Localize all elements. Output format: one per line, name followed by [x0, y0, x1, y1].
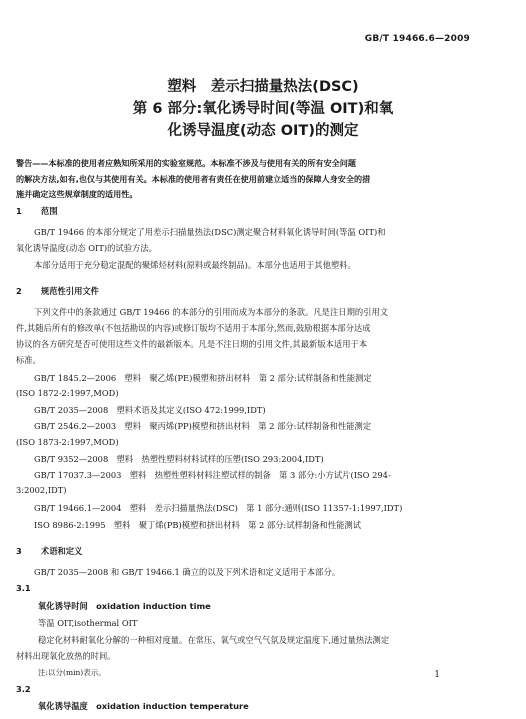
section-title: 术语和定义	[40, 546, 83, 556]
references-intro-line: 协议的各方研究是否可使用这些文件的最新版本。凡是不注日期的引用文件,其最新版本适用于本	[16, 339, 368, 349]
section-number: 3	[16, 546, 22, 556]
scope-paragraph-line: GB/T 19466 的本部分规定了用差示扫描量热法(DSC)测定聚合材料氧化诱导时间(等温 OIT)和	[34, 227, 386, 237]
reference-entry: GB/T 2546.2—2003 塑料 聚丙烯(PP)模塑和挤出材料 第 2 部分:试样制备和性能测定	[34, 421, 372, 431]
warning-line: 警告——本标准的使用者应熟知所采用的实验室规范。本标准不涉及与使用有关的所有安全问题	[16, 158, 356, 168]
title-line-1: 塑料 差示扫描量热法(DSC)	[167, 79, 359, 95]
terms-intro: GB/T 2035—2008 和 GB/T 19466.1 确立的以及下列术语和定义适用于本部分。	[34, 567, 341, 577]
scope-applicability: 本部分适用于充分稳定混配的聚烯烃材料(原料或最终制品)。本部分也适用于其他塑料。	[34, 260, 356, 270]
references-intro-line: 件,其随后所有的修改单(不包括勘误的内容)或修订版均不适用于本部分,然而,鼓励根据本部分达成	[16, 323, 371, 333]
section-number: 1	[16, 206, 22, 216]
reference-entry-continued: (ISO 1872-2:1997,MOD)	[16, 388, 119, 398]
term-number: 3.1	[16, 583, 31, 593]
reference-entry: ISO 8986-2:1995 塑料 聚丁烯(PB)模塑和挤出材料 第 2 部分:试样制备和性能测试	[34, 520, 362, 530]
term-oitemp-heading: 氧化诱导温度 oxidation induction temperature	[38, 701, 249, 711]
standard-code: GB/T 19466.6—2009	[364, 34, 470, 44]
reference-entry: GB/T 1845.2—2006 塑料 聚乙烯(PE)模塑和挤出材料 第 2 部分:试样制备和性能测定	[34, 373, 372, 383]
reference-entry: GB/T 9352—2008 塑料 热塑性塑料材料试样的压塑(ISO 293:2004,IDT)	[34, 454, 324, 464]
warning-line: 施并确定这些规章制度的适用性。	[16, 189, 138, 199]
term-oit-abbreviation: 等温 OIT,isothermal OIT	[38, 618, 138, 628]
section-title: 范围	[40, 206, 58, 216]
term-oit-definition-line: 材料出现氧化放热的时间。	[16, 651, 116, 661]
section-heading-normative-references	[16, 285, 99, 297]
title-line-2: 第 6 部分:氧化诱导时间(等温 OIT)和氧	[132, 101, 394, 117]
title-line-3: 化诱导温度(动态 OIT)的测定	[167, 123, 359, 139]
scope-paragraph-line: 氧化诱导温度(动态 OIT)的试验方法。	[16, 243, 157, 253]
references-intro-line: 标准。	[16, 355, 41, 365]
term-oit-heading: 氧化诱导时间 oxidation induction time	[38, 601, 211, 611]
section-heading-terms	[16, 545, 82, 557]
reference-entry-continued: (ISO 1873-2:1997,MOD)	[16, 437, 119, 447]
warning-paragraph	[16, 156, 442, 203]
reference-entry: GB/T 17037.3—2003 塑料 热塑性塑料材料注塑试样的制备 第 3 部分:小方试片(ISO 294-	[34, 470, 391, 480]
section-number: 2	[16, 286, 22, 296]
term-oit-note: 注:以分(min)表示。	[38, 668, 106, 677]
section-title: 规范性引用文件	[40, 286, 99, 296]
reference-entry-continued: 3:2002,IDT)	[16, 485, 67, 495]
reference-entry: GB/T 19466.1—2004 塑料 差示扫描量热法(DSC) 第 1 部分:通则(ISO 11357-1:1997,IDT)	[34, 503, 403, 513]
warning-line: 的解决方法,如有,也仅与其使用有关。本标准的使用者有责任在使用前建立适当的保障人身安全的措	[16, 173, 371, 184]
references-intro-line: 下列文件中的条款通过 GB/T 19466 的本部分的引用而成为本部分的条款。凡是注日期的引用文	[34, 307, 389, 317]
term-oit-definition-line: 稳定化材料耐氧化分解的一种相对度量。在常压、氧气或空气气氛及规定温度下,通过量热法测定	[38, 635, 390, 645]
reference-entry: GB/T 2035—2008 塑料术语及其定义(ISO 472:1999,IDT)	[34, 405, 266, 415]
section-heading-scope	[16, 205, 58, 217]
page-number: 1	[434, 670, 440, 680]
term-number: 3.2	[16, 684, 31, 694]
